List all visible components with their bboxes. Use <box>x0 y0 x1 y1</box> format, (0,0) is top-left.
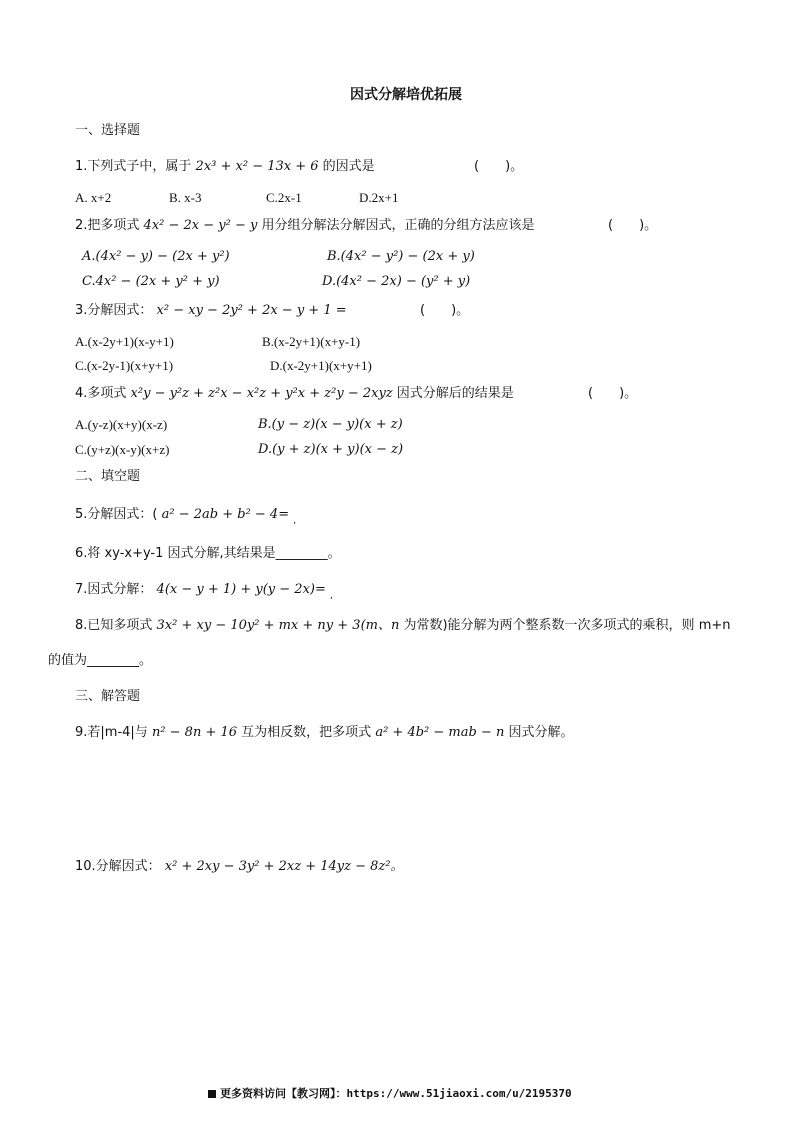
question-8-text: 8.已知多项式 <box>75 618 153 633</box>
question-7-expression: 4(x − y + 1) + y(y − 2x)= <box>156 582 326 597</box>
q1-option-c: C.2x-1 <box>266 190 302 205</box>
footer-link[interactable] <box>208 1085 572 1103</box>
q2-option-c: C.4x² − (2x + y² + y) <box>82 274 220 289</box>
question-5-expression: a² − 2ab + b² − 4= <box>161 507 290 522</box>
question-1-tail: 的因式是 <box>322 159 375 174</box>
question-9-expression: n² − 8n + 16 <box>151 725 238 740</box>
question-10-text: 10.分解因式： <box>75 859 161 874</box>
question-9 <box>75 724 574 742</box>
question-1-text: 1.下列式子中，属于 <box>75 159 192 174</box>
q4-option-a: A.(y-z)(x+y)(x-z) <box>75 417 168 432</box>
question-10-expression: x² + 2xy − 3y² + 2xz + 14yz − 8z²。 <box>164 859 404 874</box>
question-7-text: 7.因式分解： <box>75 582 153 597</box>
question-8-line2: 的值为________。 <box>48 653 153 668</box>
question-5 <box>75 506 296 530</box>
q1-option-a: A. x+2 <box>75 190 112 205</box>
question-4 <box>75 385 514 403</box>
question-3-answer-blank: ( )。 <box>420 303 470 318</box>
question-5-mark: , <box>293 516 297 526</box>
q3-option-a: A.(x-2y+1)(x-y+1) <box>75 334 174 349</box>
question-10 <box>75 858 403 876</box>
question-5-text: 5.分解因式：( <box>75 507 158 522</box>
section-heading-fill: 二、填空题 <box>75 469 141 484</box>
question-2-expression: 4x² − 2x − y² − y <box>143 218 258 233</box>
q3-option-b: B.(x-2y+1)(x+y-1) <box>262 334 361 349</box>
question-4-text: 4.多项式 <box>75 386 127 401</box>
flag-icon <box>208 1090 216 1098</box>
question-8-tail: 为常数)能分解为两个整系数一次多项式的乘积，则 m+n <box>403 618 731 633</box>
q1-option-d: D.2x+1 <box>359 190 399 205</box>
q4-option-d: D.(y + z)(x + y)(x − z) <box>258 442 404 457</box>
q2-option-a: A.(4x² − y) − (2x + y²) <box>82 249 230 264</box>
question-9-mid: 互为相反数，把多项式 <box>241 725 372 740</box>
q4-option-c: C.(y+z)(x-y)(x+z) <box>75 442 170 457</box>
question-2-text: 2.把多项式 <box>75 218 140 233</box>
section-heading-solve: 三、解答题 <box>75 689 141 704</box>
q2-option-b: B.(4x² − y²) − (2x + y) <box>327 249 475 264</box>
question-1-expression: 2x³ + x² − 13x + 6 <box>195 159 319 174</box>
page-title: 因式分解培优拓展 <box>350 87 462 103</box>
question-8-expression: 3x² + xy − 10y² + mx + ny + 3(m、n <box>156 618 400 633</box>
q3-option-c: C.(x-2y-1)(x+y+1) <box>75 358 174 373</box>
question-3 <box>75 302 347 320</box>
q3-option-d: D.(x-2y+1)(x+y+1) <box>270 358 372 373</box>
question-4-tail: 因式分解后的结果是 <box>396 386 514 401</box>
question-2-answer-blank: ( )。 <box>608 218 658 233</box>
question-6: 6.将 xy-x+y-1 因式分解,其结果是________。 <box>75 546 341 561</box>
question-9-tail: 因式分解。 <box>508 725 574 740</box>
question-7 <box>75 581 333 605</box>
question-4-expression: x²y − y²z + z²x − x²z + y²x + z²y − 2xyz <box>130 386 393 401</box>
q4-option-b: B.(y − z)(x − y)(x + z) <box>258 417 403 432</box>
q2-option-d: D.(4x² − 2x) − (y² + y) <box>322 274 471 289</box>
q1-option-b: B. x-3 <box>169 190 202 205</box>
question-2-tail: 用分组分解法分解因式，正确的分组方法应该是 <box>261 218 535 233</box>
question-2 <box>75 217 535 235</box>
footer-text: 更多资料访问【教习网】：https://www.51jiaoxi.com/u/2195370 <box>220 1087 572 1100</box>
question-9-text: 9.若|m-4|与 <box>75 725 148 740</box>
question-4-answer-blank: ( )。 <box>588 386 638 401</box>
question-1 <box>75 158 375 176</box>
question-8 <box>75 617 730 635</box>
question-9-expression-2: a² + 4b² − mab − n <box>375 725 505 740</box>
question-3-text: 3.分解因式： <box>75 303 153 318</box>
question-7-mark: , <box>330 591 333 601</box>
section-heading-choice: 一、选择题 <box>75 123 141 138</box>
question-1-answer-blank: ( )。 <box>474 159 524 174</box>
question-3-expression: x² − xy − 2y² + 2x − y + 1 = <box>156 303 347 318</box>
